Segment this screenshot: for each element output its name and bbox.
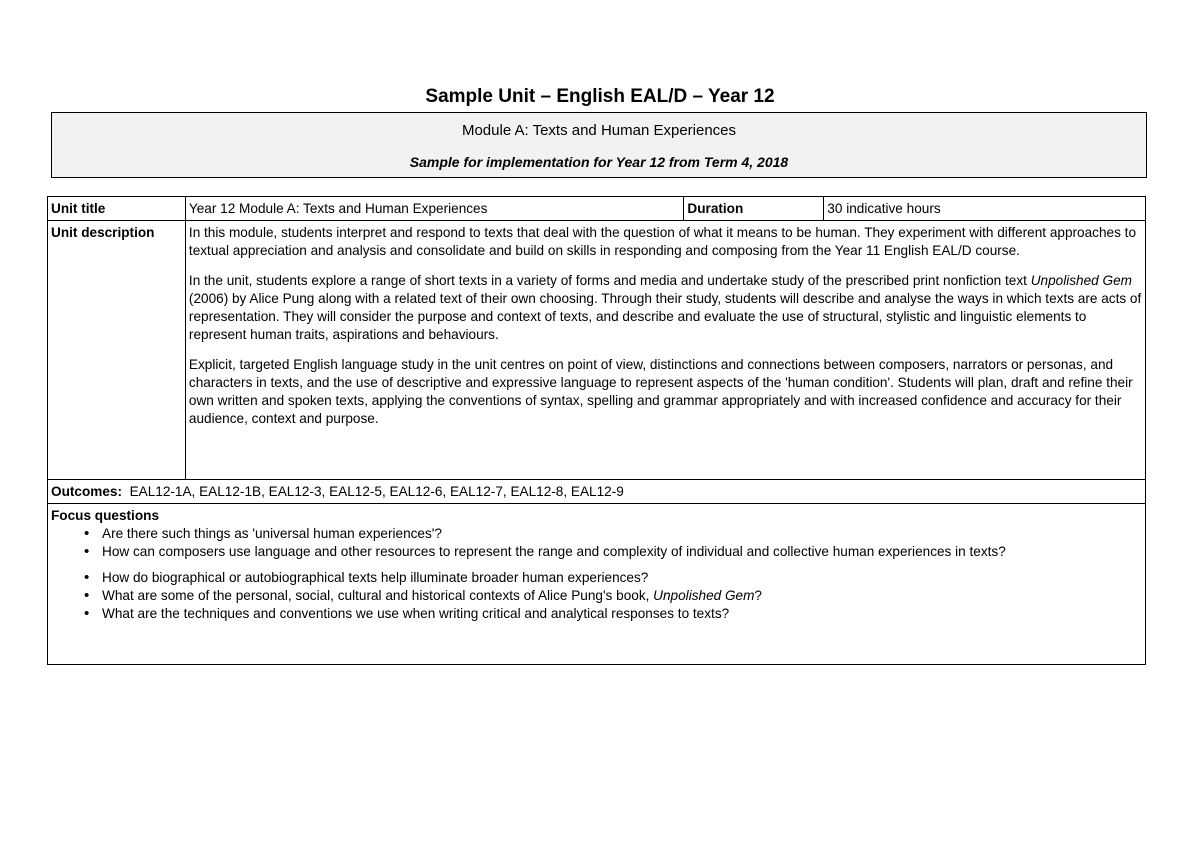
unit-description-row (48, 221, 1146, 480)
book-title: Unpolished Gem (653, 588, 755, 603)
description-paragraph-3: Explicit, targeted English language study in the unit centres on point of view, distinctions and connections between composers, narrators or personas, and characters in texts, and the use of descriptive and expressive language to represent aspects of the 'human condition'. Students will plan, draft and refine their own written and spoken texts, applying the conventions of syntax, spelling and grammar appropriately and with increased confidence and accuracy for their audience, context and purpose. (188, 357, 1133, 426)
unit-description-label: Unit description (48, 221, 186, 480)
module-title: Module A: Texts and Human Experiences (461, 122, 737, 139)
duration-value: 30 indicative hours (824, 197, 1146, 221)
focus-question: • How do biographical or autobiographical texts help illuminate broader human experiences? (84, 569, 1142, 587)
outcomes-cell (48, 480, 1146, 504)
focus-question: • What are some of the personal, social, cultural and historical contexts of Alice Pung's book, Unpolished Gem? (84, 587, 1142, 605)
description-paragraph-1: In this module, students interpret and respond to texts that deal with the question of what it means to be human. They experiment with different approaches to textual appreciation and analysis and consolidate and build on skills in responding and composing from the Year 11 English EAL/D course. (188, 225, 1137, 258)
focus-questions-label: Focus questions (51, 508, 160, 523)
duration-label: Duration (684, 197, 824, 221)
focus-questions-cell (48, 504, 1146, 665)
outcomes-value: EAL12-1A, EAL12-1B, EAL12-3, EAL12-5, EAL12-6, EAL12-7, EAL12-8, EAL12-9 (129, 484, 624, 499)
description-paragraph-2: In the unit, students explore a range of short texts in a variety of forms and media and undertake study of the prescribed print nonfiction text Unpolished Gem (2006) by Alice Pung along with a related text of their own choosing. Through their study, students will describe and analyse the ways in which texts are acts of representation. They will consider the purpose and context of texts, and describe and evaluate the use of structural, stylistic and linguistic elements to represent human traits, aspirations and behaviours. (188, 273, 1142, 342)
unit-description (185, 221, 1145, 480)
unit-title-label: Unit title (48, 197, 186, 221)
unit-title-value: Year 12 Module A: Texts and Human Experiences (185, 197, 683, 221)
focus-questions-list (51, 525, 1142, 561)
unit-table (47, 196, 1146, 665)
module-subtitle: Sample for implementation for Year 12 from Term 4, 2018 (409, 154, 789, 170)
focus-question: • What are the techniques and conventions we use when writing critical and analytical responses to texts? (84, 605, 1142, 623)
focus-questions-row (48, 504, 1146, 665)
focus-question: • Are there such things as 'universal human experiences'? (84, 525, 1142, 543)
outcomes-row (48, 480, 1146, 504)
focus-questions-list (51, 569, 1142, 623)
unit-title-row (48, 197, 1146, 221)
page-title: Sample Unit – English EAL/D – Year 12 (425, 86, 775, 107)
module-header-box (51, 112, 1147, 178)
outcomes-label: Outcomes: (51, 484, 123, 499)
book-title: Unpolished Gem (1030, 273, 1132, 288)
focus-question: • How can composers use language and other resources to represent the range and complexity of individual and collective human experiences in texts? (84, 543, 1142, 561)
